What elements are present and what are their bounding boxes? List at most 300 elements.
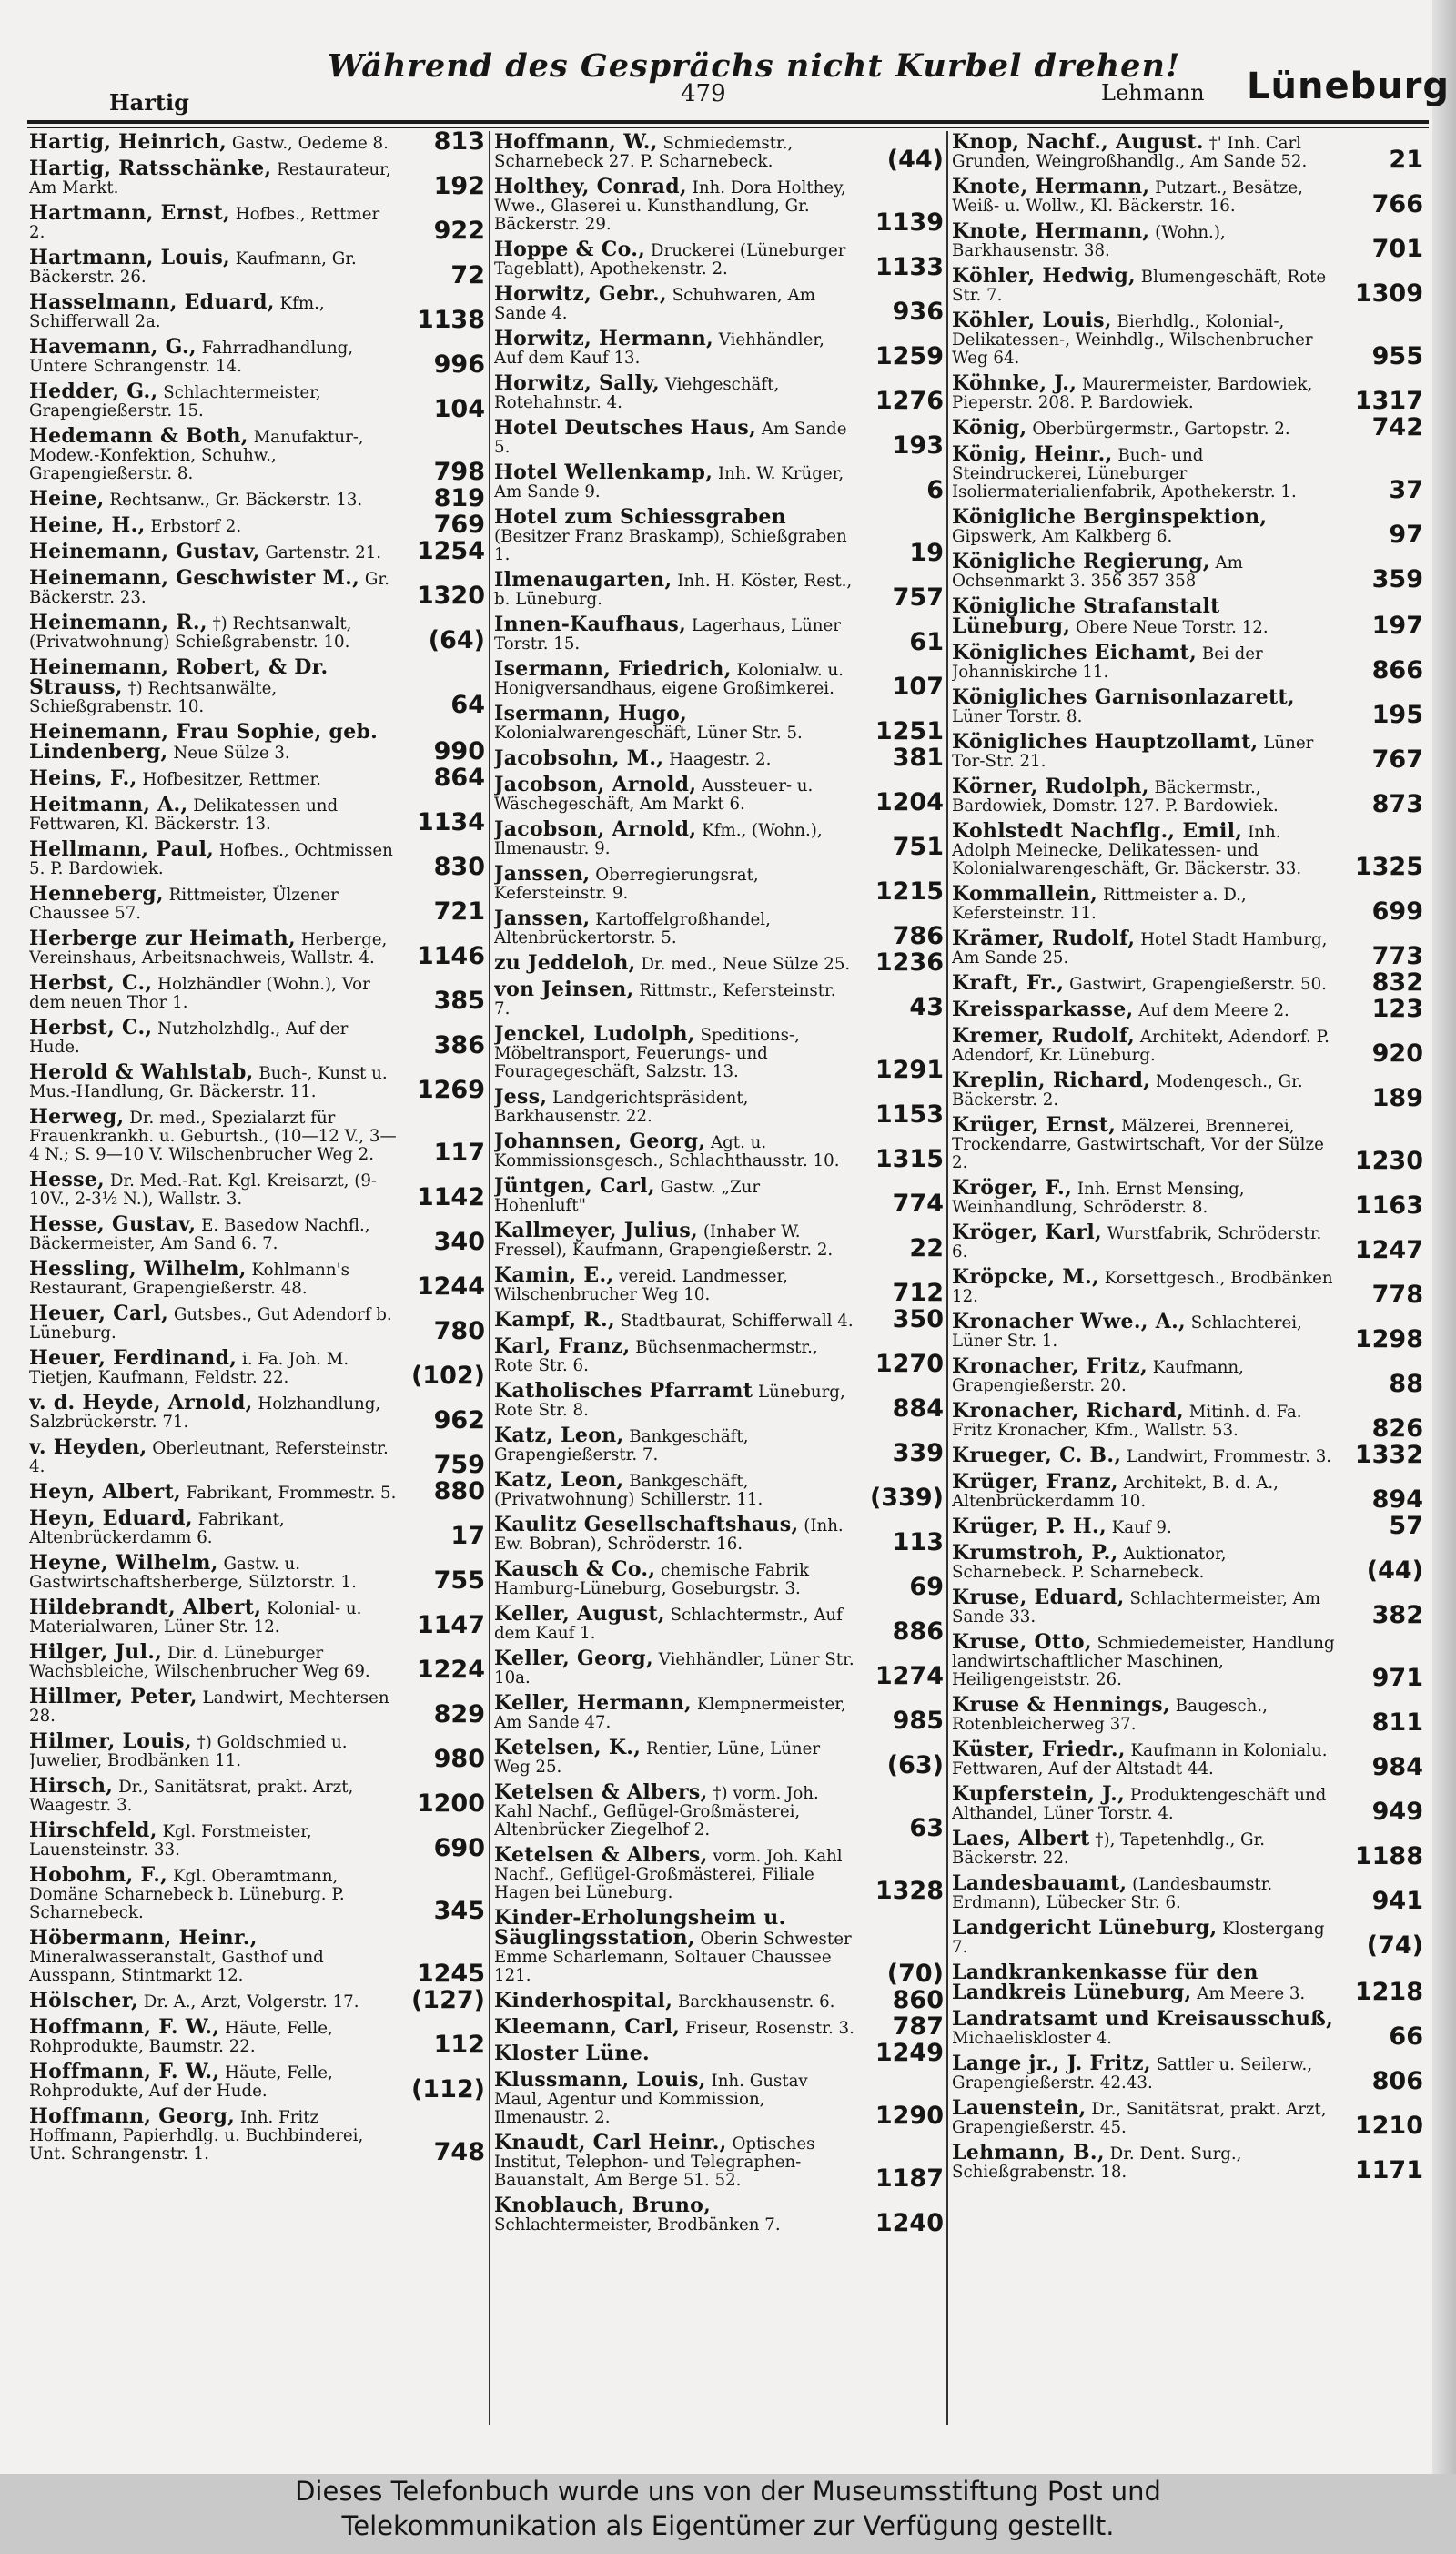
entry-name: Lange jr., J. Fritz, [952,2052,1151,2075]
entry-name: Kaulitz Gesellschaftshaus, [494,1513,799,1536]
directory-entry [952,883,1427,927]
entry-name: Ketelsen & Albers, [494,1843,708,1867]
entry-details: Rittmstr., Kefersteinstr. 7. [494,981,836,1019]
directory-entry [29,1061,489,1106]
entry-name: König, Heinr., [952,442,1113,466]
directory-entry [952,1631,1427,1694]
directory-entry [494,569,947,613]
column-divider [946,131,948,2425]
entry-name: Heuer, Ferdinand, [29,1346,238,1370]
entry-name: Kröpcke, M., [952,1265,1099,1289]
entry-name: Königliche Strafanstalt Lüneburg, [952,594,1220,638]
entry-name: Klussmann, Louis, [494,2068,706,2092]
directory-entry [494,1514,947,1558]
entry-name: Hotel Wellenkamp, [494,461,713,484]
directory-entry [952,413,1427,443]
entry-name: Kloster Lüne. [494,2042,650,2065]
directory-entry [952,1961,1427,2008]
directory-entry [952,927,1427,972]
phone-number: 769 [433,511,485,539]
directory-entry [494,506,947,569]
directory-entry [952,1311,1427,1355]
phone-number: 1259 [875,342,944,370]
phone-number: 990 [433,737,485,765]
entry-details: Lüner Tor-Str. 21. [952,734,1314,771]
directory-entry [952,1025,1427,1069]
entry-name: Kruse, Otto, [952,1630,1092,1654]
phone-number: 1142 [416,1183,485,1211]
entry-name: Königliches Hauptzollamt, [952,730,1259,754]
directory-entry [952,1694,1427,1738]
entry-details: Neue Sülze 3. [173,744,290,763]
directory-entry [952,309,1427,372]
entry-name: Karl, Franz, [494,1334,631,1358]
phone-number: 1230 [1354,1147,1423,1175]
entry-details: Viehhändler, Lüner Str. 10a. [494,1650,854,1687]
entry-name: Hoppe & Co., [494,238,646,261]
directory-entry [494,978,947,1023]
directory-entry [29,131,489,157]
phone-number: 778 [1371,1281,1423,1309]
entry-name: Hildebrandt, Albert, [29,1596,262,1619]
directory-entry [29,425,489,488]
directory-entry [29,764,489,794]
entry-details: Inh. Adolph Meinecke, Delikatessen- und Kolonialwarengeschäft, Gr. Bäckerstr. 33. [952,823,1302,878]
directory-entry [952,731,1427,775]
entry-name: Hoffmann, Georg, [29,2104,236,2128]
phone-number: 894 [1371,1485,1423,1514]
phone-number: 1204 [875,788,944,816]
entry-details: Landwirt, Mechtersen 28. [29,1688,389,1726]
entry-name: Kommallein, [952,882,1098,906]
entry-name: Janssen, [494,907,591,930]
entry-details: Lüner Torstr. 8. [952,707,1083,726]
phone-number: 721 [433,897,485,926]
column-divider [489,131,490,2425]
entry-details: Büchsenmachermstr., Rote Str. 6. [494,1338,818,1375]
entry-name: Katholisches Pfarramt [494,1379,753,1403]
entry-details: Gartenstr. 21. [265,543,382,562]
entry-name: von Jeinsen, [494,978,634,1001]
entry-details: †) vorm. Joh. Kahl Nachf., Geflügel-Großmästerei, Altenbrücker Ziegelhof 2. [494,1784,819,1839]
directory-entry [494,1380,947,1424]
phone-number: 1274 [875,1662,944,1690]
entry-details: Blumengeschäft, Rote Str. 7. [952,268,1327,305]
listing-column-3 [952,131,1427,2425]
entry-details: chemische Fabrik Hamburg-Lüneburg, Goseburgstr. 3. [494,1561,810,1598]
entry-details: Fabrikant, Frommestr. 5. [186,1484,397,1503]
directory-entry [494,1603,947,1647]
entry-details: Mälzerei, Brennerei, Trockendarre, Gastwirtschaft, Vor der Sülze 2. [952,1117,1324,1172]
phone-number: 798 [433,458,485,486]
header-last-entry: Lehmann [1101,80,1205,106]
entry-details: Rittmeister a. D., Kefersteinstr. 11. [952,886,1247,923]
entry-name: Hartig, Heinrich, [29,131,228,154]
entry-details: Klempnermeister, Am Sande 47. [494,1695,846,1732]
entry-details: Schlachtermeister, Brodbänken 7. [494,2215,781,2235]
entry-name: Köhler, Louis, [952,309,1112,332]
phone-number: 1236 [875,948,944,977]
entry-name: Hessling, Wilhelm, [29,1257,247,1281]
entry-details: Produktengeschäft und Althandel, Lüner Torstr. 4. [952,1786,1327,1823]
directory-entry [29,1347,489,1392]
entry-name: Kröger, Karl, [952,1221,1102,1244]
entry-name: Hölscher, [29,1989,138,2012]
entry-details: Kaufmann in Kolonialu. Fettwaren, Auf der Altstadt 44. [952,1741,1328,1779]
phone-number: 382 [1371,1601,1423,1629]
entry-details: Haagestr. 2. [669,750,772,769]
entry-name: Kohlstedt Nachflg., Emil, [952,819,1243,843]
entry-details: Am Ochsenmarkt 3. 356 357 358 [952,553,1243,591]
entry-name: Königliche Regierung, [952,550,1210,573]
directory-entry [952,1872,1427,1917]
entry-name: Heins, F., [29,766,137,790]
directory-entry [29,1213,489,1258]
directory-entry [952,176,1427,220]
phone-number: 117 [433,1139,485,1167]
entry-details: Kolonialwarengeschäft, Lüner Str. 5. [494,724,803,743]
entry-name: Jacobson, Arnold, [494,773,697,796]
entry-details: Gr. Bäckerstr. 23. [29,570,389,607]
phone-number: 359 [1371,565,1423,593]
entry-name: Hoffmann, F. W., [29,2060,220,2083]
phone-number: 97 [1389,521,1423,549]
entry-details: Baugesch., Rotenbleicherweg 37. [952,1697,1268,1734]
phone-number: 1254 [416,537,485,565]
entry-details: Kolonial- u. Materialwaren, Lüner Str. 12. [29,1599,362,1637]
entry-name: Herbst, C., [29,971,153,995]
entry-name: Königliches Garnisonlazarett, [952,685,1295,709]
entry-details: Viehgeschäft, Rotehahnstr. 4. [494,375,780,412]
directory-entry [29,838,489,883]
entry-name: Hesse, Gustav, [29,1212,197,1236]
directory-entry [494,2069,947,2132]
entry-name: Havemann, G., [29,335,197,359]
phone-number: 63 [909,1814,944,1842]
entry-details: Gipswerk, Am Kalkberg 6. [952,527,1173,546]
directory-entry [952,595,1427,642]
entry-name: Kupferstein, J., [952,1782,1126,1806]
entry-details: Klostergang 7. [952,1920,1325,1957]
entry-name: Horwitz, Sally, [494,371,661,395]
entry-details: Lüneburg, Rote Str. 8. [494,1383,845,1420]
phone-number: 69 [909,1573,944,1601]
phone-number: 350 [892,1305,944,1333]
phone-number: 748 [433,2138,485,2166]
entry-name: Krüger, P. H., [952,1515,1107,1538]
entry-details: Schmiedemstr., Scharnebeck 27. P. Scharnebeck. [494,134,794,171]
directory-entry [29,2061,489,2105]
page-number: 479 [681,80,726,107]
directory-entry [952,1114,1427,1177]
entry-name: Krueger, C. B., [952,1444,1122,1467]
directory-entry [494,1086,947,1130]
directory-entry [952,2008,1427,2052]
phone-number: 757 [892,583,944,612]
entry-name: Holthey, Conrad, [494,175,687,198]
directory-entry [29,157,489,202]
entry-details: Druckerei (Lüneburger Tageblatt), Apothekenstr. 2. [494,241,846,279]
phone-number: 806 [1371,2067,1423,2095]
entry-details: Dr. Med.-Rat. Kgl. Kreisarzt, (9-10V., 2-3½ N.), Wallstr. 3. [29,1171,378,1209]
entry-name: Jess, [494,1085,548,1109]
entry-details: (Inhaber W. Fressel), Kaufmann, Grapengießerstr. 2. [494,1222,834,1260]
phone-number: (64) [428,626,485,654]
directory-entry [29,1258,489,1302]
entry-name: Hellmann, Paul, [29,837,215,861]
directory-entry [29,2016,489,2061]
directory-entry [494,328,947,372]
phone-number: 996 [433,350,485,379]
phone-number: 1325 [1354,853,1423,881]
entry-details: Bei der Johanniskirche 11. [952,644,1263,682]
directory-entry [494,1558,947,1603]
phone-number: 1332 [1354,1441,1423,1469]
entry-name: Kleemann, Carl, [494,2015,681,2039]
entry-details: Barckhausenstr. 6. [677,1992,835,2012]
phone-number: 955 [1371,342,1423,370]
entry-details: Maurermeister, Bardowiek, Pieperstr. 208. P. Bardowiek. [952,375,1313,412]
header-slogan: Während des Gesprächs nicht Kurbel drehen! [328,47,1181,85]
entry-name: Jacobsohn, M., [494,746,664,770]
phone-number: 759 [433,1451,485,1479]
phone-number: 1276 [875,387,944,415]
phone-number: (44) [886,146,944,174]
phone-number: 112 [433,2031,485,2059]
entry-name: Körner, Rudolph, [952,775,1149,798]
entry-details: Häute, Felle, Rohprodukte, Auf der Hude. [29,2063,333,2101]
directory-entry [952,820,1427,883]
directory-entry [494,238,947,283]
running-head [27,35,1451,117]
entry-name: Kinder-Erholungsheim u. Säuglingsstation, [494,1906,786,1950]
entry-details: Am Sande 5. [494,420,847,457]
phone-number: 1244 [416,1272,485,1301]
phone-number: 751 [892,833,944,861]
phone-number: 1247 [1354,1236,1423,1264]
directory-entry [494,417,947,461]
directory-entry [494,1844,947,1907]
directory-entry [494,131,947,176]
directory-entry [952,372,1427,417]
phone-number: 1215 [875,877,944,906]
phone-number: 1200 [416,1789,485,1818]
entry-details: Agt. u. Kommissionsgesch., Schlachthausstr. 10. [494,1133,840,1171]
directory-entry [952,1355,1427,1400]
entry-name: Hoffmann, F. W., [29,2015,220,2039]
entry-details: Schlachterei, Lüner Str. 1. [952,1313,1302,1351]
entry-details: Bankgeschäft, Grapengießerstr. 7. [494,1427,749,1464]
entry-name: Hirschfeld, [29,1819,157,1842]
phone-number: 941 [1371,1887,1423,1915]
phone-number: 690 [433,1834,485,1862]
entry-name: Hilger, Jul., [29,1640,163,1664]
entry-details: (Wohn.), Barkhausenstr. 38. [952,223,1226,260]
directory-entry [952,1221,1427,1266]
entry-name: Horwitz, Hermann, [494,327,713,350]
entry-name: Hirsch, [29,1774,114,1798]
entry-name: Knote, Hermann, [952,219,1150,243]
entry-name: Landgericht Lüneburg, [952,1916,1218,1940]
entry-name: Königliche Berginspektion, [952,505,1268,529]
entry-name: Kausch & Co., [494,1557,656,1581]
entry-name: Lehmann, B., [952,2141,1105,2164]
footer-line-1: Dieses Telefonbuch wurde uns von der Museumsstiftung Post und [295,2476,1161,2507]
phone-number: 1290 [875,2102,944,2130]
directory-entry [952,1441,1427,1471]
directory-entry [29,1552,489,1596]
entry-name: Hartig, Ratsschänke, [29,157,272,180]
entry-details: Architekt, Adendorf. P. Adendorf, Kr. Lüneburg. [952,1028,1330,1065]
entry-name: Kruse & Hennings, [952,1693,1170,1717]
entry-details: (Landesbaumstr. Erdmann), Lübecker Str. 6. [952,1875,1273,1912]
directory-entry [29,1986,489,2016]
phone-number: (102) [410,1362,485,1390]
phone-number: 66 [1389,2022,1423,2051]
phone-number: 107 [892,673,944,701]
directory-entry [494,2132,947,2194]
entry-name: Kraft, Fr., [952,971,1065,995]
phone-number: 971 [1371,1664,1423,1692]
entry-details: Manufaktur-, Modew.-Konfektion, Schuhw., Grapengießerstr. 8. [29,428,364,483]
entry-details: (Besitzer Franz Braskamp), Schießgraben 1. [494,527,847,564]
phone-number: 123 [1371,995,1423,1023]
phone-number: 864 [433,764,485,792]
entry-name: Hilmer, Louis, [29,1729,192,1753]
entry-name: Heinemann, R., [29,611,207,634]
phone-number: 832 [1371,968,1423,997]
phone-number: 830 [433,853,485,881]
entry-name: Isermann, Friedrich, [494,657,732,681]
entry-name: Krüger, Franz, [952,1470,1118,1494]
phone-number: 43 [909,993,944,1021]
phone-number: 811 [1371,1708,1423,1737]
directory-entry [29,1819,489,1864]
phone-number: 1309 [1354,279,1423,308]
entry-details: Dr. med., Neue Sülze 25. [641,955,851,974]
directory-entry [494,1335,947,1380]
phone-number: 193 [892,431,944,460]
entry-details: Kolonialw. u. Honigversandhaus, eigene Großimkerei. [494,661,844,698]
entry-name: Heyne, Wilhelm, [29,1551,218,1575]
entry-name: Knote, Hermann, [952,175,1150,198]
entry-details: Gastw. „Zur Hohenluft" [494,1178,761,1215]
phone-number: 984 [1371,1753,1423,1781]
directory-entry [29,1169,489,1213]
header-rule-thick [27,120,1429,124]
entry-name: Küster, Friedr., [952,1738,1126,1761]
entry-details: †), Tapetenhdlg., Gr. Bäckerstr. 22. [952,1830,1266,1868]
entry-name: Heinemann, Geschwister M., [29,566,360,590]
entry-name: Heinemann, Robert, & Dr. Strauss, [29,655,329,699]
entry-details: Rittmeister, Ülzener Chaussee 57. [29,886,339,923]
entry-name: Knop, Nachf., August. [952,131,1204,154]
phone-number: 962 [433,1406,485,1434]
phone-number: 884 [892,1394,944,1423]
entry-name: Heine, H., [29,513,146,537]
phone-number: 1153 [875,1100,944,1129]
phone-number: 192 [433,172,485,200]
entry-name: Landratsamt und Kreisausschuß, [952,2007,1334,2031]
directory-entry [29,1392,489,1436]
entry-name: Lauenstein, [952,2096,1087,2120]
entry-details: Delikatessen und Fettwaren, Kl. Bäckerstr. 13. [29,796,339,834]
phone-number: 985 [892,1707,944,1735]
directory-entry [29,927,489,972]
phone-number: 1188 [1354,1842,1423,1870]
entry-details: Gastw., Oedeme 8. [231,134,389,153]
entry-name: Kröger, F., [952,1176,1073,1200]
entry-name: Köhler, Hedwig, [952,264,1136,288]
entry-name: Jacobson, Arnold, [494,817,697,841]
directory-entry [29,1507,489,1552]
phone-number: 1315 [875,1145,944,1173]
directory-entry [29,656,489,721]
entry-name: Herweg, [29,1105,125,1129]
phone-number: 1317 [1354,387,1423,415]
entry-name: Heyn, Eduard, [29,1506,193,1530]
directory-entry [494,774,947,818]
phone-number: 742 [1371,413,1423,441]
entry-name: Köhnke, J., [952,371,1077,395]
entry-name: Hillmer, Peter, [29,1685,197,1708]
directory-entry [494,1781,947,1844]
entry-details: Dr., Sanitätsrat, prakt. Arzt, Waagestr. 3. [29,1778,354,1815]
entry-name: Hedemann & Both, [29,424,248,448]
phone-number: 57 [1389,1512,1423,1540]
directory-entry [494,1305,947,1335]
entry-details: Michaeliskloster 4. [952,2029,1112,2048]
entry-name: v. Heyden, [29,1435,147,1459]
directory-entry [494,1907,947,1990]
phone-number: 1218 [1354,1978,1423,2006]
phone-number: 189 [1371,1084,1423,1112]
phone-number: 339 [892,1439,944,1467]
entry-name: König, [952,416,1027,440]
directory-entry [29,291,489,336]
directory-entry [494,1647,947,1692]
directory-entry [952,642,1427,686]
phone-number: 949 [1371,1798,1423,1826]
entry-name: Hesse, [29,1168,106,1191]
directory-entry [29,247,489,291]
entry-details: Landwirt, Frommestr. 3. [1127,1447,1332,1466]
header-city: Lüneburg [1247,66,1451,107]
directory-entry [952,995,1427,1025]
entry-details: Holzhandlung, Salzbrückerstr. 71. [29,1394,381,1432]
entry-details: Stadtbaurat, Schifferwall 4. [620,1312,854,1331]
entry-details: Schuhwaren, Am Sande 4. [494,286,815,323]
page-edge-shadow [1432,0,1456,2474]
entry-details: Lagerhaus, Lüner Torstr. 15. [494,616,841,654]
phone-number: 72 [450,261,485,289]
entry-details: Kauf 9. [1111,1518,1172,1537]
phone-number: 780 [433,1317,485,1345]
directory-entry [494,1175,947,1220]
entry-details: Kgl. Forstmeister, Lauensteinstr. 33. [29,1822,312,1860]
phone-number: 21 [1389,146,1423,174]
phone-number: 773 [1371,942,1423,970]
entry-details: Herberge, Vereinshaus, Arbeitsnachweis, Wallstr. 4. [29,930,388,968]
entry-details: Am Meere 3. [1197,1984,1306,2003]
entry-name: Janssen, [494,862,591,886]
directory-entry [494,283,947,328]
phone-number: 980 [433,1745,485,1773]
phone-number: 786 [892,922,944,950]
entry-details: Kartoffelgroßhandel, Altenbrückertorstr. 5. [494,910,771,948]
directory-entry [29,537,489,567]
entry-name: Heine, [29,487,105,511]
